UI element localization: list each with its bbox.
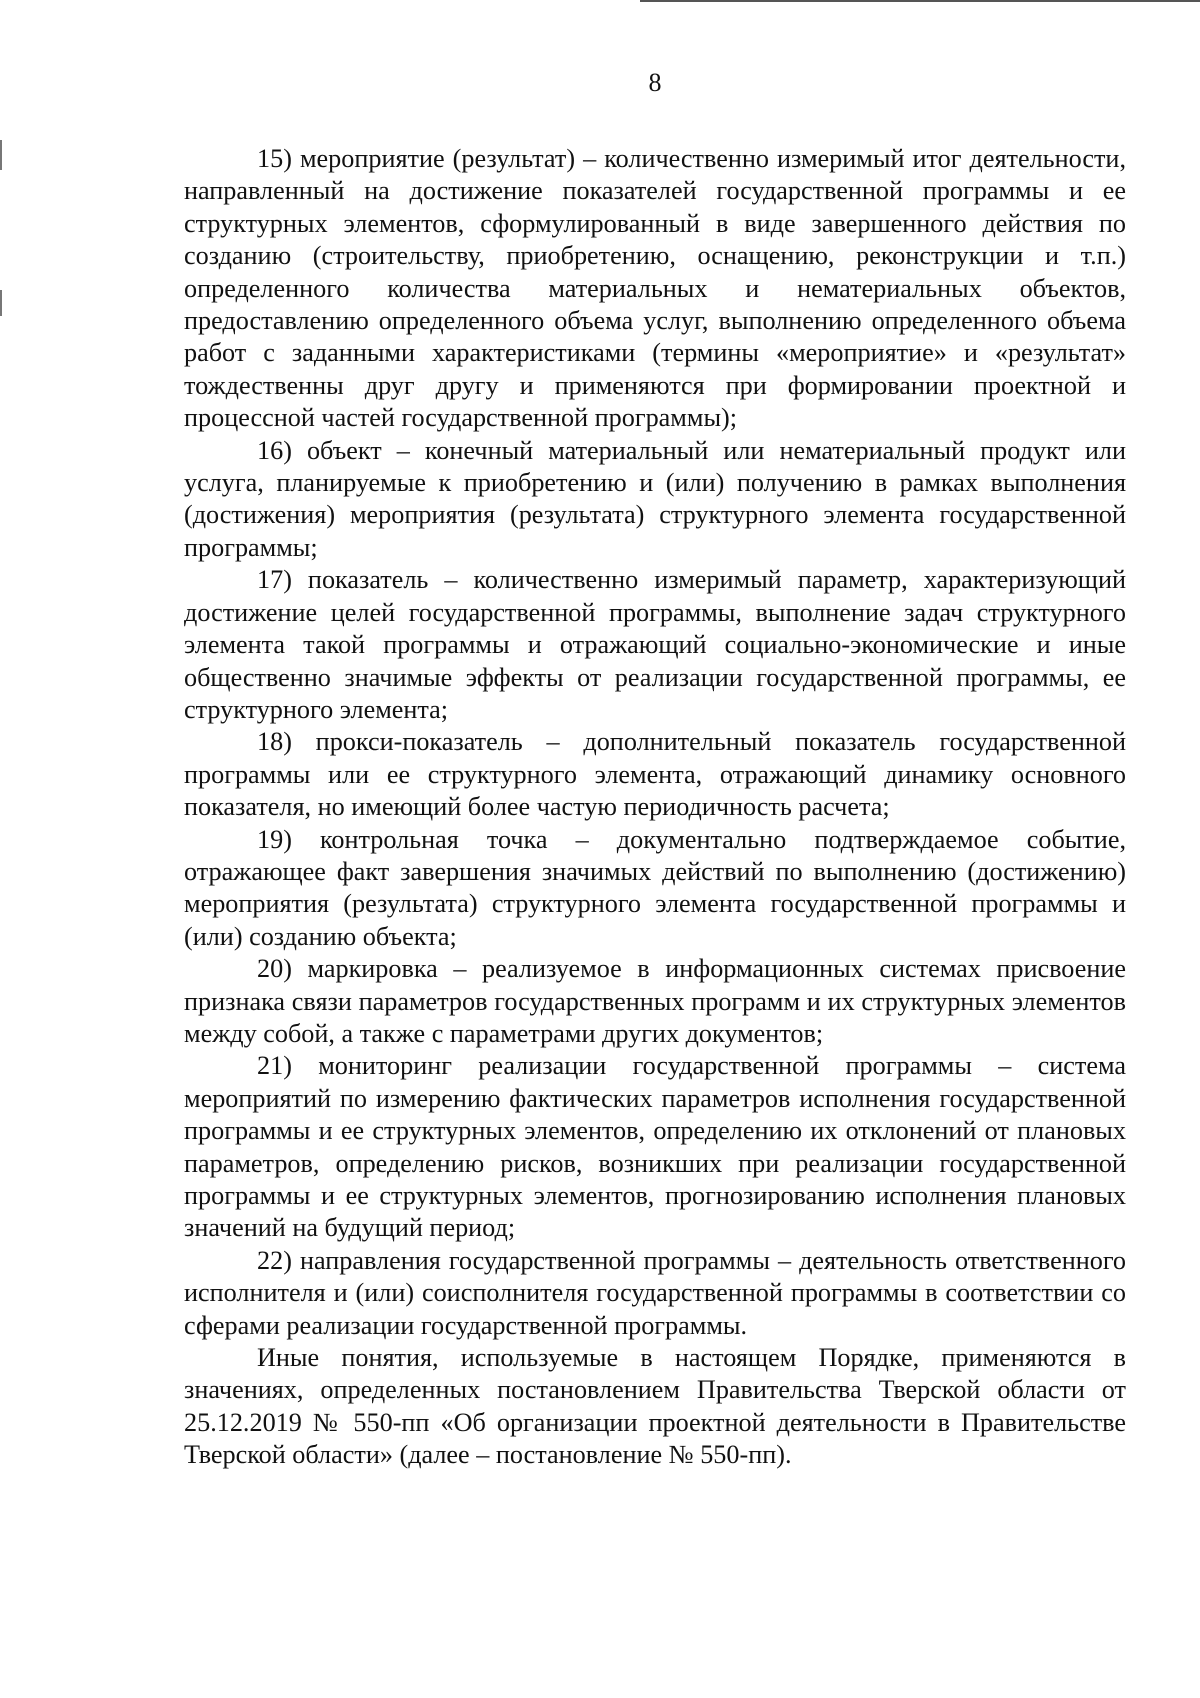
scan-edge-line bbox=[640, 0, 1200, 2]
document-body bbox=[184, 143, 1126, 1472]
scan-margin-mark bbox=[0, 140, 2, 170]
definition-16: 16) объект – конечный материальный или нематериальный продукт или услуга, планируемые к приобретению и (или) получению в рамках выполнения (достижения) мероприятия (результата) структурного элемента государственной программы; bbox=[184, 435, 1126, 562]
definition-17: 17) показатель – количественно измеримый параметр, характеризующий достижение целей государственной программы, выполнение задач структурного элемента такой программы и отражающий социально-экономические и иные общественно значимые эффекты от реализации государственной программы, ее структурного элемента; bbox=[184, 565, 1126, 724]
definition-20: 20) маркировка – реализуемое в информационных системах присвоение признака связи параметров государственных программ и их структурных элементов между собой, а также с параметрами других документов; bbox=[184, 954, 1126, 1048]
definition-21: 21) мониторинг реализации государственной программы – система мероприятий по измерению фактических параметров исполнения государственной программы и ее структурных элементов, определению их отклонений от плановых параметров, определению рисков, возникших при реализации государственной программы и ее структурных элементов, прогнозированию исполнения плановых значений на будущий период; bbox=[184, 1051, 1126, 1243]
definition-15: 15) мероприятие (результат) – количественно измеримый итог деятельности, направленный на достижение показателей государственной программы и ее структурных элементов, сформулированный в виде завершенного действия по созданию (строительству, приобретению, оснащению, реконструкции и т.п.) определенного количества материальных и нематериальных объектов, предоставлению определенного объема услуг, выполнению определенного объема работ с заданными характеристиками (термины «мероприятие» и «результат» тождественны друг другу и применяются при формировании проектной и процессной частей государственной программы); bbox=[184, 144, 1126, 433]
definition-18: 18) прокси-показатель – дополнительный показатель государственной программы или ее структурного элемента, отражающий динамику основного показателя, но имеющий более частую периодичность расчета; bbox=[184, 727, 1126, 822]
page-number: 8 bbox=[648, 68, 662, 97]
definition-19: 19) контрольная точка – документально подтверждаемое событие, отражающее факт завершения значимых действий по выполнению (достижению) мероприятия (результата) структурного элемента государственной программы и (или) созданию объекта; bbox=[184, 824, 1126, 951]
closing-paragraph: Иные понятия, используемые в настоящем Порядке, применяются в значениях, определенных постановлением Правительства Тверской области от 25.12.2019 № 550-пп «Об организации проектной деятельности в Правительстве Тверской области» (далее – постановление № 550-пп). bbox=[184, 1343, 1126, 1470]
scan-margin-mark bbox=[0, 290, 2, 316]
definition-22: 22) направления государственной программы – деятельность ответственного исполнителя и (или) соисполнителя государственной программы в соответствии со сферами реализации государственной программы. bbox=[184, 1245, 1126, 1340]
